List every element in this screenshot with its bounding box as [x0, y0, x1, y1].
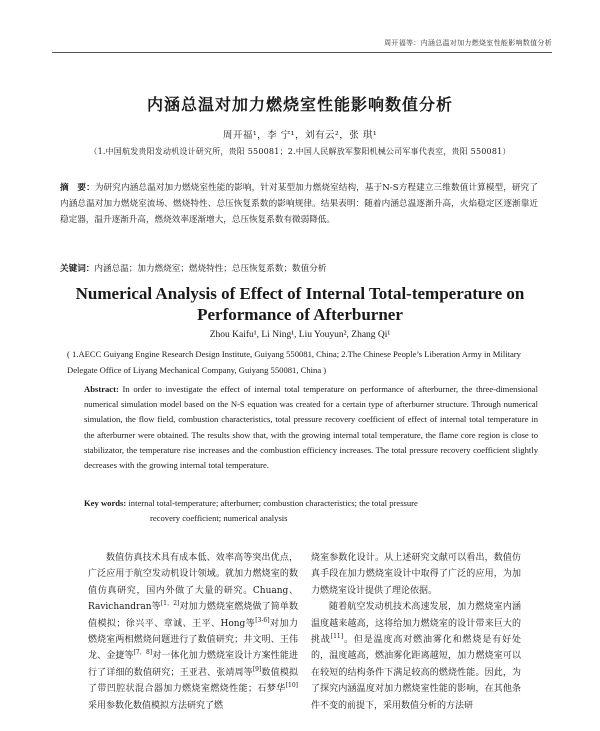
en-keywords-line2: recovery coefficient; numerical analysis [150, 513, 288, 524]
cn-abstract-text: 为研究内涵总温对加力燃烧室性能的影响，针对某型加力燃烧室结构，基于N-S方程建立三维数值计算模型，研究了内涵总温对加力燃烧室流场、燃烧特性、总压恢复系数的影响规律。结果表明：随着内涵总温逐渐升高，火焰稳定区逐渐靠近稳定器，温升逐渐升高，燃烧效率逐渐增大，总压恢复系数有微弱降低。 [60, 183, 538, 226]
body-text: 对加力燃烧室两相燃烧问题进行了数值研究；井文明、王伟龙、金捷等 [88, 618, 298, 662]
en-keywords-line1: internal total-temperature; afterburner; combustion characteristics; the total pressure [128, 498, 418, 508]
en-keywords [84, 496, 538, 526]
cn-authors: 周开福¹，李 宁¹，刘有云²，张 琪¹ [222, 130, 378, 141]
body-text: 采用参数化数值模拟方法研究了燃 [88, 700, 224, 711]
body-text: 对加力燃烧室燃烧做了简单数值模拟；徐兴平、章诚、王平、Hong等 [88, 602, 298, 629]
cn-keywords-text: 内涵总温；加力燃烧室；燃烧特性；总压恢复系数；数值分析 [94, 264, 327, 274]
en-title-line1: Numerical Analysis of Effect of Internal Total-temperature on [75, 284, 525, 303]
body-paragraph: 烧室参数化设计。从上述研究文献可以看出，数值仿真手段在加力燃烧室设计中取得了广泛的应用，为加力燃烧室设计提供了理论依据。 [311, 553, 521, 596]
citation: [10] [285, 682, 298, 690]
en-abstract-label: Abstract: [84, 384, 119, 394]
cn-keywords [60, 262, 538, 276]
body-paragraph [311, 599, 521, 714]
en-authors: Zhou Kaifu¹, Li Ning¹, Liu Youyun², Zhang Qi¹ [209, 330, 391, 340]
body-text: 对一体化加力燃烧室设计方案性能进行了详细的数值研究；王亚君、张靖周等 [88, 651, 298, 678]
en-abstract-text: In order to investigate the effect of internal total temperature on performance of afterburner, the three-dimensional numerical simulation model based on the N-S equation was created for a certain type of afterburner structure. Through numerical simulation, the flow field, combustion characteristics, total pressure recovery coefficient of effect of internal total temperature in the afterburner were obtained. The results show that, with the growing internal total temperature, the flame core region is close to stabilizator, the temperature rise increases and the combustion efficiency increases. The total pressure recovery coefficient slightly decreases with the growing internal total temperature. [84, 384, 538, 471]
body-column-right [311, 550, 521, 714]
cn-title: 内涵总温对加力燃烧室性能影响数值分析 [146, 95, 453, 114]
en-affiliation: ( 1.AECC Guiyang Engine Research Design Institute, Guiyang 550081, China; 2.The Chinese People’s Liberation Army in Military Delegate Office of Liyang Mechanical Company, Guiyang 550081, China ) [67, 349, 521, 375]
citation: [1，2] [160, 600, 180, 608]
citation: [7，8] [133, 649, 153, 657]
cn-abstract-label: 摘 要： [60, 183, 95, 193]
body-text: 数值仿真技术具有成本低、效率高等突出优点，广泛应用于航空发动机设计领域。就加力燃烧室的数值仿真研究，国内外做了大量的研究。Chuang、Ravichandran等 [88, 553, 298, 613]
body-text: 。但是温度高对燃油雾化和燃烧是有好处的，温度越高，燃油雾化距离越短，加力燃烧室可以在较短的结构条件下满足较高的燃烧性能。因此，为了探究内涵温度对加力燃烧室性能的影响，在其他条件不变的前提下，采用数值分析的方法研 [311, 635, 521, 711]
en-title-line2: Performance of Afterburner [197, 305, 403, 324]
cn-keywords-label: 关键词： [60, 264, 95, 274]
body-text: 数值模拟了带凹腔状混合器加力燃烧室燃烧性能；石梦华 [88, 667, 298, 695]
header-rule [52, 52, 552, 53]
body-column-left [88, 550, 298, 714]
en-title [0, 283, 600, 325]
citation: [9] [252, 665, 262, 673]
en-abstract [84, 382, 538, 473]
cn-affiliation: （1.中国航发贵阳发动机设计研究所，贵阳 550081；2.中国人民解放军黎阳机械公司军事代表室，贵阳 550081） [89, 147, 511, 156]
running-head: 周开福等：内涵总温对加力燃烧室性能影响数值分析 [384, 39, 552, 47]
citation: [3-6] [255, 616, 270, 624]
citation: [11] [330, 633, 344, 641]
body-text: 随着航空发动机技术高速发展，加力燃烧室内涵温度越来越高，这将给加力燃烧室的设计带来巨大的挑战 [311, 602, 521, 646]
en-keywords-label: Key words: [84, 498, 127, 508]
cn-abstract [60, 180, 538, 229]
